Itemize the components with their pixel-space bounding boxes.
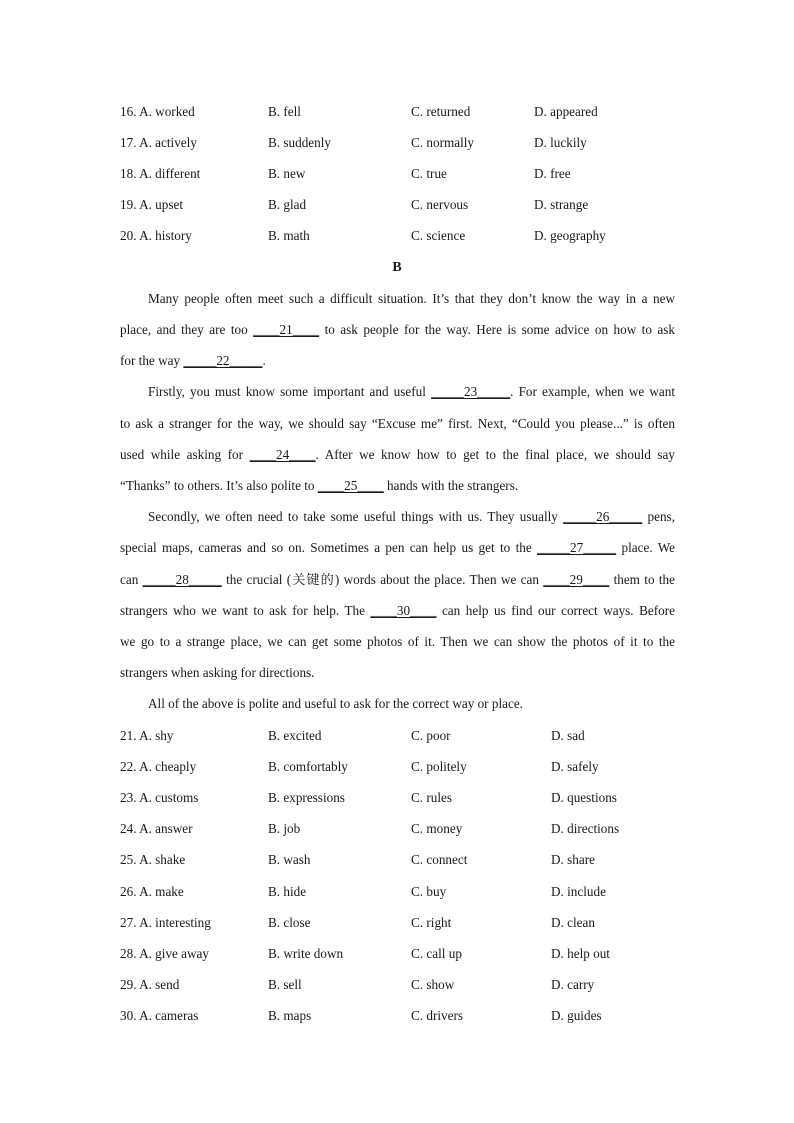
question-row <box>0 882 794 902</box>
option-b: B. fell <box>268 104 301 119</box>
option-c: C. rules <box>411 790 453 805</box>
option-c: C. drivers <box>411 1008 464 1023</box>
blank-21: ____21____ <box>253 322 320 337</box>
option-d: D. share <box>551 852 595 867</box>
option-c: C. normally <box>411 135 475 150</box>
passage-line: to ask a stranger for the way, we should say “Excuse me” first. Next, “Could you please...” is often <box>120 416 675 431</box>
option-d: D. geography <box>534 228 606 243</box>
question-row <box>0 226 794 246</box>
passage-line: place, and they are too ____21____ to ask people for the way. Here is some advice on how to ask <box>120 320 675 340</box>
passage-line: we go to a strange place, we can get some photos of it. Then we can show the photos of it to the <box>120 634 675 649</box>
option-c: C. connect <box>411 852 468 867</box>
option-a: 22. A. cheaply <box>120 759 197 774</box>
option-d: D. include <box>551 884 606 899</box>
option-d: D. sad <box>551 728 585 743</box>
question-row <box>0 975 794 995</box>
passage-line: Many people often meet such a difficult situation. It’s that they don’t know the way in a new <box>148 291 675 306</box>
blank-26: _____26_____ <box>563 509 643 524</box>
option-c: C. show <box>411 977 455 992</box>
option-b: B. excited <box>268 728 322 743</box>
option-b: B. close <box>268 915 311 930</box>
passage-line: Secondly, we often need to take some useful things with us. They usually _____26_____ pens, <box>148 507 675 527</box>
option-a: 25. A. shake <box>120 852 186 867</box>
passage-line: “Thanks” to others. It’s also polite to ____25____ hands with the strangers. <box>120 476 675 496</box>
blank-29: ____29____ <box>543 572 610 587</box>
blank-28: _____28_____ <box>142 572 222 587</box>
passage-line: can _____28_____ the crucial (关键的) words about the place. Then we can ____29____ them to the <box>120 570 675 590</box>
option-b: B. maps <box>268 1008 312 1023</box>
option-d: D. safely <box>551 759 599 774</box>
passage-line: Firstly, you must know some important and useful _____23_____. For example, when we want <box>148 382 675 402</box>
question-row <box>0 788 794 808</box>
option-d: D. carry <box>551 977 595 992</box>
option-c: C. true <box>411 166 447 181</box>
option-d: D. questions <box>551 790 617 805</box>
passage-line: strangers when asking for directions. <box>120 665 315 680</box>
question-row <box>0 1006 794 1026</box>
question-row <box>0 195 794 215</box>
option-c: C. money <box>411 821 463 836</box>
question-row <box>0 913 794 933</box>
option-b: B. wash <box>268 852 311 867</box>
question-row <box>0 757 794 777</box>
passage-line: strangers who we want to ask for help. The ____30____ can help us find our correct ways. Before <box>120 601 675 621</box>
option-d: D. free <box>534 166 571 181</box>
question-row <box>0 819 794 839</box>
passage-line: special maps, cameras and so on. Sometimes a pen can help us get to the _____27_____ place. We <box>120 538 675 558</box>
blank-24: ____24____ <box>249 447 316 462</box>
option-a: 20. A. history <box>120 228 192 243</box>
option-a: 24. A. answer <box>120 821 193 836</box>
option-b: B. math <box>268 228 310 243</box>
question-row <box>0 102 794 122</box>
option-c: C. politely <box>411 759 467 774</box>
option-b: B. job <box>268 821 301 836</box>
option-a: 17. A. actively <box>120 135 197 150</box>
option-b: B. write down <box>268 946 344 961</box>
option-c: C. science <box>411 228 466 243</box>
option-d: D. luckily <box>534 135 587 150</box>
option-a: 18. A. different <box>120 166 201 181</box>
question-row <box>0 850 794 870</box>
option-a: 30. A. cameras <box>120 1008 199 1023</box>
option-a: 19. A. upset <box>120 197 184 212</box>
blank-22: _____22_____ <box>183 353 263 368</box>
option-b: B. hide <box>268 884 307 899</box>
option-a: 26. A. make <box>120 884 184 899</box>
option-a: 21. A. shy <box>120 728 174 743</box>
passage-line: used while asking for ____24____. After we know how to get to the final place, we should say <box>120 445 675 465</box>
blank-25: ____25____ <box>317 478 384 493</box>
option-b: B. comfortably <box>268 759 348 774</box>
option-c: C. nervous <box>411 197 469 212</box>
option-a: 28. A. give away <box>120 946 210 961</box>
question-row <box>0 944 794 964</box>
question-row <box>0 133 794 153</box>
option-d: D. help out <box>551 946 610 961</box>
option-c: C. returned <box>411 104 471 119</box>
option-b: B. suddenly <box>268 135 332 150</box>
question-row <box>0 164 794 184</box>
option-c: C. buy <box>411 884 447 899</box>
option-d: D. guides <box>551 1008 602 1023</box>
option-b: B. new <box>268 166 306 181</box>
option-b: B. expressions <box>268 790 345 805</box>
option-b: B. glad <box>268 197 307 212</box>
option-a: 29. A. send <box>120 977 180 992</box>
blank-27: _____27_____ <box>537 540 617 555</box>
option-d: D. clean <box>551 915 595 930</box>
option-d: D. appeared <box>534 104 598 119</box>
option-c: C. poor <box>411 728 451 743</box>
option-d: D. strange <box>534 197 589 212</box>
passage-line: for the way _____22_____. <box>120 351 675 371</box>
option-d: D. directions <box>551 821 620 836</box>
question-row <box>0 726 794 746</box>
option-a: 16. A. worked <box>120 104 195 119</box>
section-title: B <box>392 260 402 275</box>
option-a: 23. A. customs <box>120 790 199 805</box>
blank-23: _____23_____ <box>431 384 511 399</box>
option-a: 27. A. interesting <box>120 915 211 930</box>
blank-30: ____30____ <box>370 603 437 618</box>
option-c: C. right <box>411 915 452 930</box>
option-c: C. call up <box>411 946 462 961</box>
option-b: B. sell <box>268 977 302 992</box>
passage-line: All of the above is polite and useful to ask for the correct way or place. <box>148 696 523 711</box>
